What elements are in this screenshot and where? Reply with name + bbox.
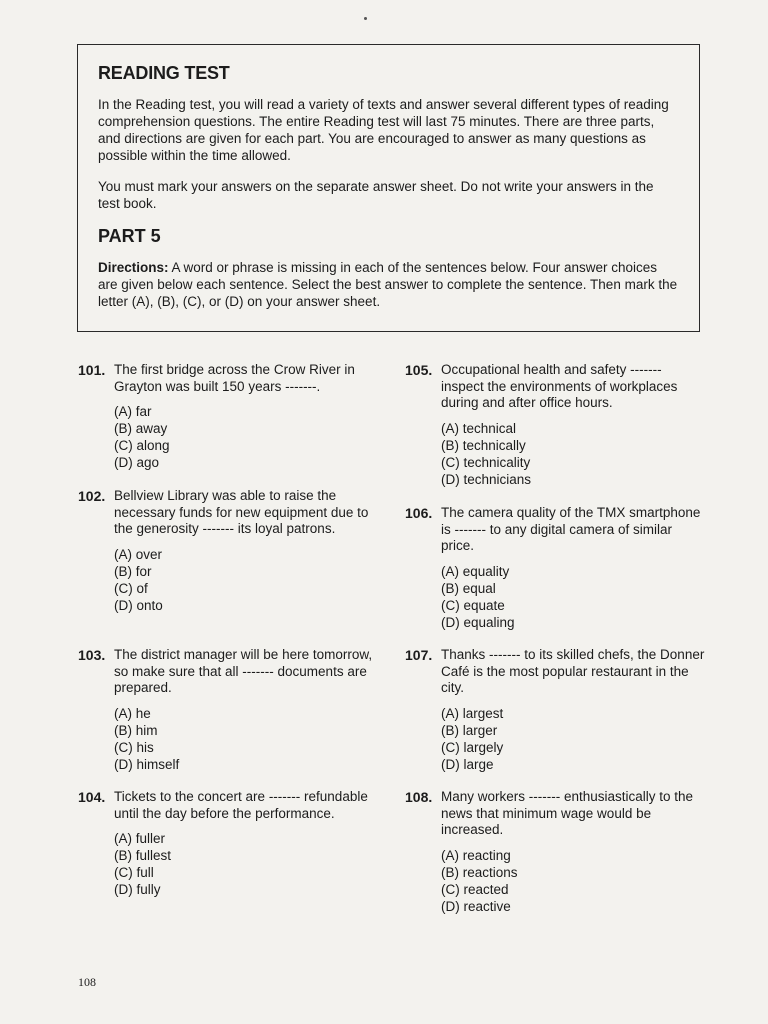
option-d: (D) equaling xyxy=(441,614,515,630)
page-mark xyxy=(364,17,367,20)
question-number: 108. xyxy=(405,789,433,805)
question-104 xyxy=(78,789,378,898)
question-number: 106. xyxy=(405,505,433,521)
question-number: 102. xyxy=(78,488,106,504)
question-106 xyxy=(405,505,705,631)
option-a: (A) far xyxy=(114,404,152,419)
reading-test-title: READING TEST xyxy=(98,63,230,83)
question-stem: Occupational health and safety ------- inspect the environments of workplaces during and after office hours. xyxy=(441,362,678,410)
option-c: (C) full xyxy=(114,865,154,880)
directions-label: Directions: xyxy=(98,260,169,275)
question-stem: The district manager will be here tomorrow, so make sure that all ------- documents are prepared. xyxy=(114,647,373,695)
option-c: (C) largely xyxy=(441,739,504,755)
question-101 xyxy=(78,362,378,471)
option-d: (D) technicians xyxy=(441,471,532,487)
option-b: (B) reactions xyxy=(441,864,518,880)
question-number: 105. xyxy=(405,362,433,378)
question-stem: Bellview Library was able to raise the necessary funds for new equipment due to the generosity ------- its loyal patrons. xyxy=(114,488,369,536)
directions xyxy=(98,259,679,310)
option-b: (B) technically xyxy=(441,437,526,453)
question-number: 103. xyxy=(78,647,106,663)
page-number: 108 xyxy=(78,975,96,989)
option-c: (C) reacted xyxy=(441,881,509,897)
reading-test-instructions-box xyxy=(77,44,700,332)
question-stem: Many workers ------- enthusiastically to the news that minimum wage would be increased. xyxy=(441,789,694,837)
question-102 xyxy=(78,488,378,614)
option-d: (D) reactive xyxy=(441,898,511,914)
question-stem: Thanks ------- to its skilled chefs, the Donner Café is the most popular restaurant in the city. xyxy=(441,647,705,695)
question-stem: The first bridge across the Crow River in Grayton was built 150 years -------. xyxy=(114,362,355,394)
option-b: (B) fullest xyxy=(114,848,172,863)
option-b: (B) larger xyxy=(441,722,498,738)
option-a: (A) largest xyxy=(441,705,504,721)
question-number: 104. xyxy=(78,789,106,805)
option-c: (C) of xyxy=(114,580,148,596)
question-stem: Tickets to the concert are ------- refundable until the day before the performance. xyxy=(114,789,368,821)
option-d: (D) ago xyxy=(114,455,160,470)
part-title: PART 5 xyxy=(98,226,161,246)
option-d: (D) fully xyxy=(114,882,161,897)
option-c: (C) along xyxy=(114,438,170,453)
option-d: (D) onto xyxy=(114,597,163,613)
intro-paragraph: In the Reading test, you will read a variety of texts and answer several different types of reading comprehension questions. The entire Reading test will last 75 minutes. There are three parts, and directions are given for each part. You are encouraged to answer as many questions as possible within the time allowed. xyxy=(98,97,669,163)
option-b: (B) him xyxy=(114,722,158,738)
option-a: (A) over xyxy=(114,546,163,562)
option-a: (A) technical xyxy=(441,420,517,436)
option-b: (B) away xyxy=(114,421,168,436)
answer-sheet-paragraph: You must mark your answers on the separate answer sheet. Do not write your answers in the test book. xyxy=(98,179,654,211)
option-b: (B) for xyxy=(114,563,152,579)
option-a: (A) equality xyxy=(441,563,510,579)
question-108 xyxy=(405,789,705,915)
directions-text: A word or phrase is missing in each of the sentences below. Four answer choices are given below each sentence. Select the best answer to complete the sentence. Then mark the letter (A), (B), (C), or (D) on your answer sheet. xyxy=(98,260,678,309)
option-a: (A) he xyxy=(114,705,151,721)
question-number: 101. xyxy=(78,362,106,378)
question-105 xyxy=(405,362,705,488)
option-d: (D) large xyxy=(441,756,494,772)
option-c: (C) equate xyxy=(441,597,505,613)
question-stem: The camera quality of the TMX smartphone is ------- to any digital camera of similar price. xyxy=(441,505,701,553)
question-number: 107. xyxy=(405,647,433,663)
option-c: (C) technicality xyxy=(441,454,531,470)
option-a: (A) reacting xyxy=(441,847,511,863)
option-a: (A) fuller xyxy=(114,831,166,846)
option-c: (C) his xyxy=(114,739,154,755)
option-d: (D) himself xyxy=(114,756,180,772)
option-b: (B) equal xyxy=(441,580,496,596)
question-107 xyxy=(405,647,705,773)
question-103 xyxy=(78,647,378,773)
